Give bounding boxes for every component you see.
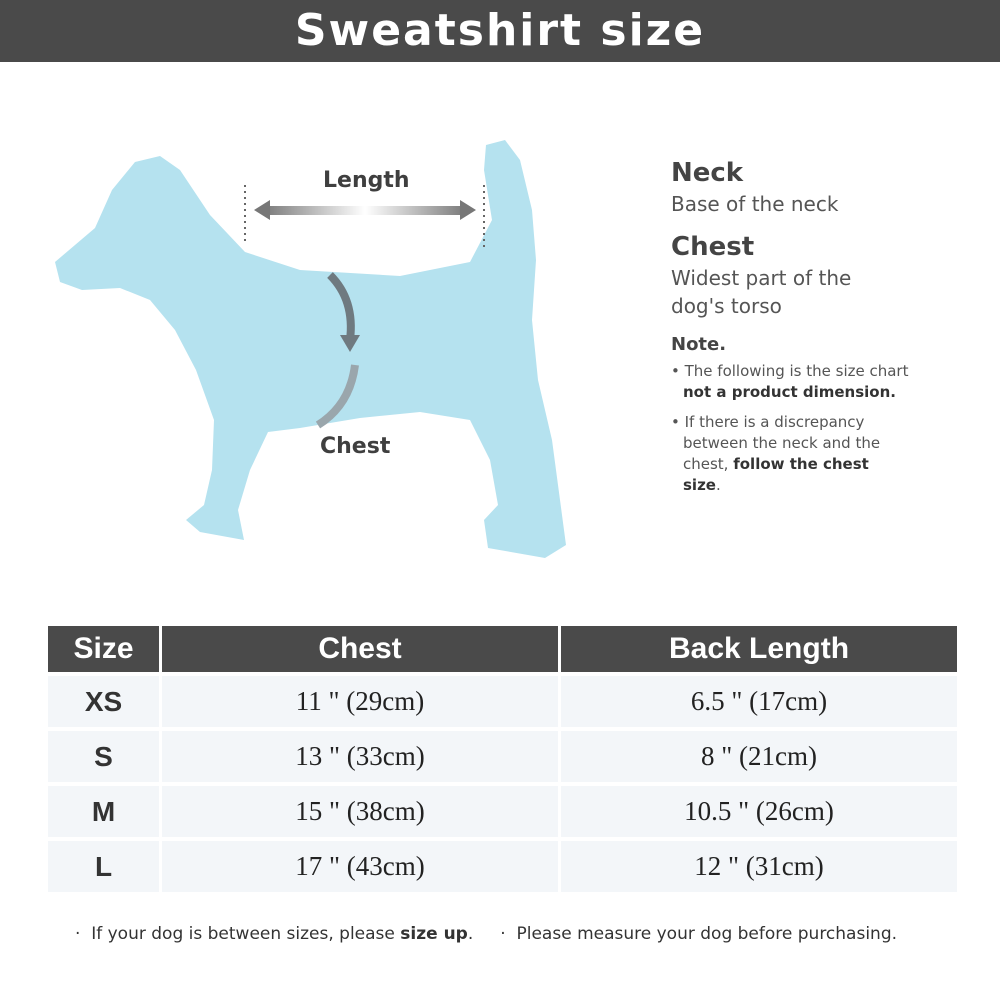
dog-silhouette	[55, 140, 566, 558]
length-arrow	[262, 206, 468, 215]
neck-desc: Base of the neck	[671, 192, 839, 216]
chest-label: Chest	[320, 434, 391, 459]
table-row	[48, 841, 957, 892]
footer-tips	[75, 924, 897, 944]
note-item: • The following is the size chart not a product dimension.	[671, 362, 909, 401]
back-length-cell: 12 " (31cm)	[561, 841, 957, 892]
measurement-guide	[671, 158, 971, 505]
neck-heading: Neck	[671, 158, 744, 188]
col-size: Size	[48, 626, 159, 672]
tip-size-up: · If your dog is between sizes, please size up.	[75, 924, 474, 944]
chest-desc: Widest part of the dog's torso	[671, 266, 852, 318]
note-item: • If there is a discrepancy between the neck and the chest, follow the chest size.	[671, 413, 881, 494]
note-title: Note.	[671, 334, 727, 355]
col-chest: Chest	[162, 626, 558, 672]
back-length-cell: 6.5 " (17cm)	[561, 676, 957, 727]
chest-cell: 13 " (33cm)	[162, 731, 558, 782]
dog-measurement-diagram	[0, 100, 600, 570]
size-table	[45, 622, 960, 896]
chest-heading: Chest	[671, 232, 755, 262]
chest-cell: 11 " (29cm)	[162, 676, 558, 727]
table-row	[48, 676, 957, 727]
table-row	[48, 786, 957, 837]
table-row	[48, 731, 957, 782]
tip-measure: · Please measure your dog before purchasing.	[500, 924, 898, 944]
size-cell: M	[48, 786, 159, 837]
size-cell: XS	[48, 676, 159, 727]
size-cell: S	[48, 731, 159, 782]
back-length-cell: 10.5 " (26cm)	[561, 786, 957, 837]
length-label: Length	[323, 168, 410, 193]
back-length-cell: 8 " (21cm)	[561, 731, 957, 782]
col-back-length: Back Length	[561, 626, 957, 672]
page-title: Sweatshirt size	[0, 0, 1000, 62]
chest-cell: 15 " (38cm)	[162, 786, 558, 837]
chest-cell: 17 " (43cm)	[162, 841, 558, 892]
table-header	[48, 626, 957, 672]
size-cell: L	[48, 841, 159, 892]
